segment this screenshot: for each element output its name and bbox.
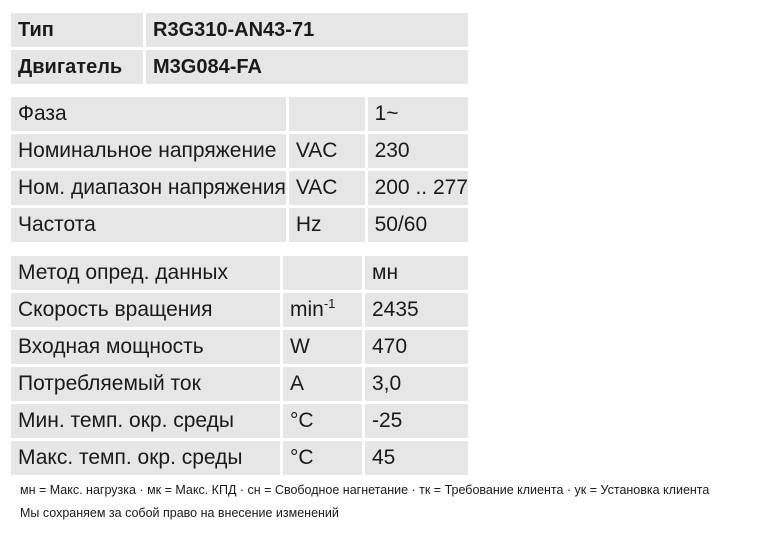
motor-value: M3G084-FA [143, 50, 468, 84]
table-row [11, 171, 468, 205]
param-name: Фаза [11, 97, 286, 131]
param-value: 2435 [362, 293, 468, 327]
param-value: 50/60 [365, 208, 468, 242]
param-value: мн [362, 256, 468, 290]
type-label: Тип [11, 13, 143, 47]
abbreviation-legend: мн = Макс. нагрузка · мк = Макс. КПД · сн = Свободное нагнетание · тк = Требование клиента · ук = Установка клиента [20, 483, 710, 497]
param-unit: VAC [286, 134, 365, 168]
param-unit: Hz [286, 208, 365, 242]
param-value: -25 [362, 404, 468, 438]
param-unit: VAC [286, 171, 365, 205]
param-value: 3,0 [362, 367, 468, 401]
param-name: Метод опред. данных [11, 256, 280, 290]
type-table [11, 10, 468, 87]
param-unit [280, 256, 362, 290]
param-unit [280, 293, 362, 327]
table-row [11, 367, 468, 401]
param-unit: A [280, 367, 362, 401]
table-row [11, 97, 468, 131]
param-value: 470 [362, 330, 468, 364]
param-name: Скорость вращения [11, 293, 280, 327]
param-unit [286, 97, 365, 131]
param-name: Макс. темп. окр. среды [11, 441, 280, 475]
table-row [11, 404, 468, 438]
motor-row [11, 50, 468, 84]
param-value: 200 .. 277 [365, 171, 468, 205]
operating-table [11, 253, 468, 478]
param-name: Мин. темп. окр. среды [11, 404, 280, 438]
param-unit: W [280, 330, 362, 364]
table-row [11, 330, 468, 364]
param-value: 45 [362, 441, 468, 475]
param-value: 230 [365, 134, 468, 168]
motor-label: Двигатель [11, 50, 143, 84]
type-row [11, 13, 468, 47]
electrical-table [11, 94, 468, 245]
unit-base: min [290, 298, 324, 321]
table-row [11, 293, 468, 327]
param-name: Номинальное напряжение [11, 134, 286, 168]
disclaimer-note: Мы сохраняем за собой право на внесение изменений [20, 506, 339, 520]
type-value: R3G310-AN43-71 [143, 13, 468, 47]
table-row [11, 208, 468, 242]
table-row [11, 256, 468, 290]
param-name: Потребляемый ток [11, 367, 280, 401]
param-unit: °C [280, 441, 362, 475]
unit-superscript: -1 [323, 296, 336, 311]
param-value: 1~ [365, 97, 468, 131]
param-name: Частота [11, 208, 286, 242]
param-unit: °C [280, 404, 362, 438]
table-row [11, 441, 468, 475]
table-row [11, 134, 468, 168]
param-name: Ном. диапазон напряжения [11, 171, 286, 205]
param-name: Входная мощность [11, 330, 280, 364]
